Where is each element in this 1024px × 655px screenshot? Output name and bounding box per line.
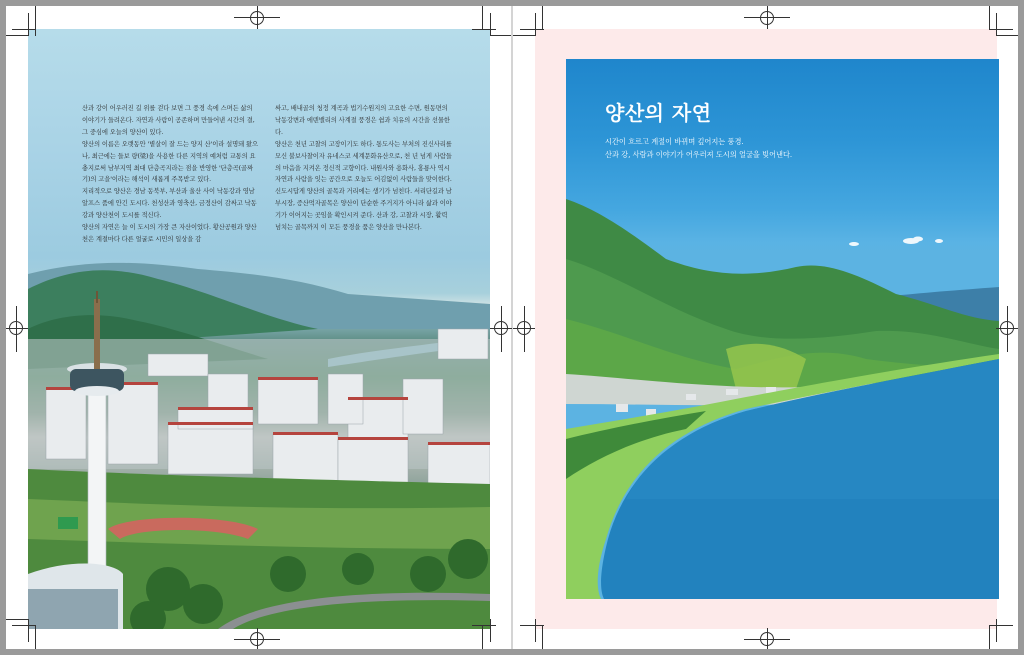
body-text-column-1 [82, 103, 260, 246]
left-page [6, 6, 511, 649]
paragraph: 신도시답게 양산의 골목과 거리에는 생기가 넘친다. 서리단길과 남부시장, 증산먹자골목은 양산이 단순한 주거지가 아니라 삶과 이야기가 이어지는 곳임을 확인시켜 준다. 산과 강, 고찰과 시장, 활력 넘치는 골목까지 이 모든 풍경을 품은 양산을 만나본다. [275, 188, 452, 232]
tower-city-photo [28, 29, 490, 629]
paragraph: 양산은 천년 고찰의 고장이기도 하다. 통도사는 부처의 진신사리를 모신 불보사찰이자 유네스코 세계문화유산으로, 천 년 넘게 사람들의 마음을 지켜온 정신적 고향이다. 내원사와 용화사, 홍룡사 역시 자연과 사람을 잇는 공간으로 오늘도 어김없이 사람들을 맞이한다. [275, 140, 452, 184]
section-subtitle [605, 135, 792, 161]
subtitle-line: 산과 강, 사람과 이야기가 어우러져 도시의 얼굴을 빚어낸다. [605, 150, 793, 159]
river-mountain-photo [566, 59, 999, 599]
magazine-spread [6, 6, 1018, 649]
right-page [513, 6, 1018, 649]
subtitle-line: 시간이 흐르고 계절이 바뀌며 깊어지는 풍경. [605, 137, 744, 146]
body-text-column-2 [275, 103, 453, 234]
paragraph: 싸고, 배내골의 청정 계곡과 법기수원지의 고요한 수면, 원동면의 낙동강변과 에덴밸리의 사계절 풍경은 쉼과 치유의 시간을 선물한다. [275, 105, 450, 136]
paragraph: 지리적으로 양산은 경남 동북부, 부산과 울산 사이 낙동강과 영남알프스 품에 안긴 도시다. 천성산과 영축산, 금정산이 감싸고 낙동강과 양산천이 도시를 적신다. [82, 188, 257, 220]
section-title: 양산의 자연 [605, 101, 712, 125]
paragraph: 산과 강이 어우러진 길 위를 걷다 보면 그 풍경 속에 스며든 삶의 이야기가 들려온다. 자연과 사람이 공존하며 만들어낸 시간의 결, 그 중심에 오늘의 양산이 있다. [82, 105, 255, 136]
paragraph: 양산의 이름은 오랫동안 '볕살이 잘 드는 양지 산'이라 설명돼 왔으나, 최근에는 들보 량(梁)을 사용한 다른 지역의 예처럼 교통의 요충지로써 남부지역 최대 단층곡지라는 점을 반영한 '단층곡(골짜기)의 고을'이라는 해석이 새롭게 주목받고 있다. [82, 140, 258, 184]
paragraph: 양산의 자연은 늘 이 도시의 가장 큰 자산이었다. 황산공원과 양산천은 계절마다 다른 얼굴로 시민의 일상을 감 [82, 224, 257, 243]
